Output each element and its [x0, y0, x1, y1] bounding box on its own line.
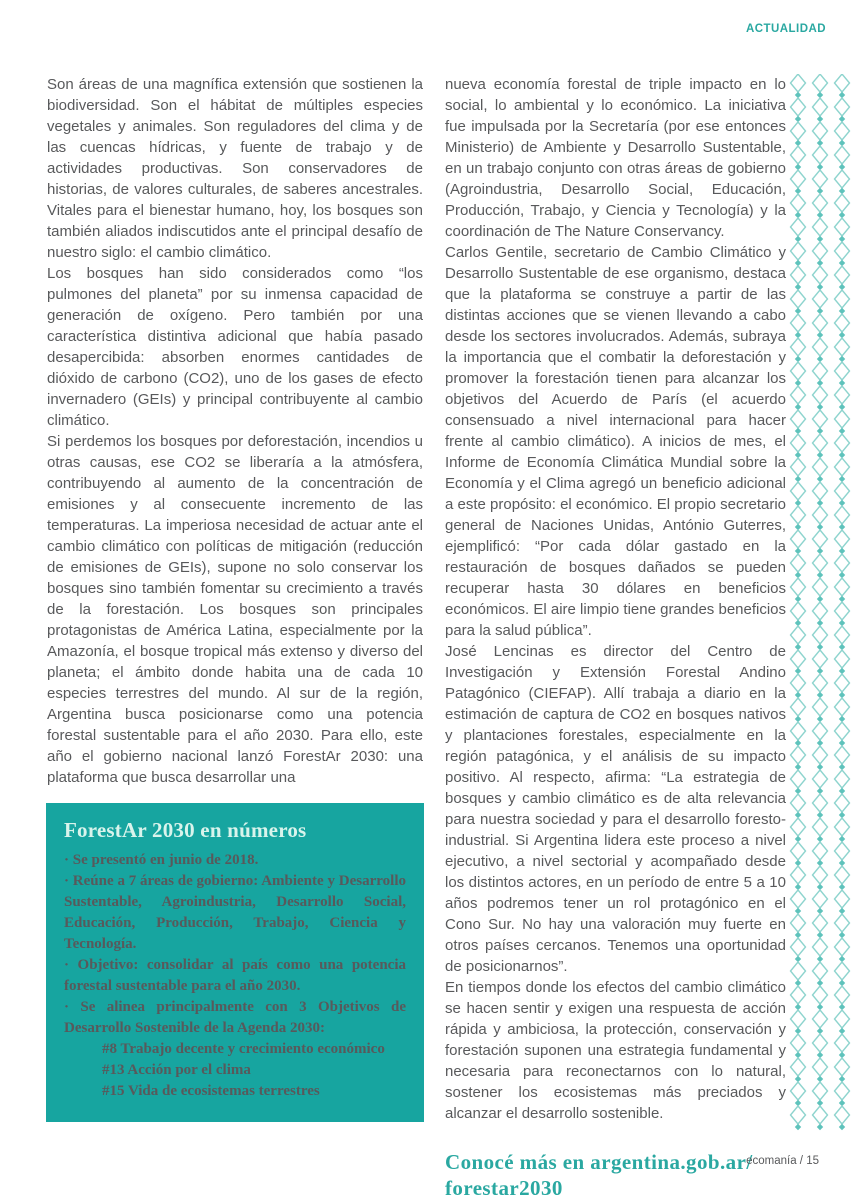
infobox-item: · Objetivo: consolidar al país como una potencia forestal sustentable para el año 2030. — [64, 957, 406, 994]
infobox-item: · Se alinea principalmente con 3 Objetivos de Desarrollo Sostenible de la Agenda 2030: — [64, 999, 406, 1036]
body-paragraph: Si perdemos los bosques por deforestación, incendios u otras causas, ese CO2 se liberaría a la atmósfera, contribuyendo al aumento de la concentración de emisiones y al consecuente incremento de las temperaturas. La imperiosa necesidad de actuar ante el cambio climático con políticas de mitigación (reducción de emisiones de GEIs), supone no solo conservar los bosques sino también fomentar su crecimiento a través de la forestación. Los bosques son principales protagonistas de América Latina, especialmente por la Amazonía, el bosque tropical más extenso y diverso del planeta; el ámbito donde habita una de cada 10 especies terrestres del mundo. Al sur de la región, Argentina busca posicionarse como una potencia forestal sustentable para el año 2030. Para ello, este año el gobierno nacional lanzó ForestAr 2030: una plataforma que busca desarrollar una — [47, 433, 423, 786]
infobox-item: · Se presentó en junio de 2018. — [64, 852, 259, 868]
page-footer: ecomanía / 15 — [746, 1155, 819, 1167]
diamond-chain-pattern-icon — [787, 74, 852, 1134]
infobox-item: · Reúne a 7 áreas de gobierno: Ambiente y Desarrollo Sustentable, Agroindustria, Desarrollo Social, Educación, Producción, Trabajo, Ciencia y Tecnología. — [64, 873, 406, 952]
forestar-url-line1: Conocé más en argentina.gob.ar/ — [445, 1150, 753, 1174]
infobox-subitem: #13 Acción por el clima — [102, 1062, 251, 1078]
forestar-url-line2: forestar2030 — [445, 1176, 563, 1200]
infobox-title: ForestAr 2030 en números — [64, 818, 307, 842]
left-column — [47, 74, 423, 1200]
article-columns — [47, 74, 786, 1200]
section-kicker: ACTUALIDAD — [746, 23, 826, 35]
body-paragraph: Los bosques han sido considerados como “los pulmones del planeta” por su inmensa capacidad de generación de oxígeno. Pero también por una característica distintiva adicional que había pasado desapercibida: absorben enormes cantidades de dióxido de carbono (CO2), uno de los gases de efecto invernadero (GEIs) y principal contribuyente al cambio climático. — [47, 265, 423, 429]
infobox-subitem: #15 Vida de ecosistemas terrestres — [102, 1083, 320, 1099]
body-paragraph: En tiempos donde los efectos del cambio climático se hacen sentir y exigen una respuesta de acción rápida y ambiciosa, la protección, conservación y forestación suponen una estrategia fundamental y necesaria para reconectarnos con lo natural, sostener los ecosistemas más preciados y alcanzar el desarrollo sostenible. — [445, 979, 786, 1122]
body-paragraph: José Lencinas es director del Centro de Investigación y Extensión Forestal Andino Patagónico (CIEFAP). Allí trabaja a diario en la estimación de captura de CO2 en bosques nativos y plantaciones forestales, especialmente en la región patagónica, y el análisis de su impacto positivo. Al respecto, afirma: “La estrategia de bosques y cambio climático es de alta relevancia para nuestra sociedad y para el desarrollo foresto-industrial. Si Argentina lidera este proceso a nivel ejecutivo, a nivel sectorial y acompañado desde los distintos actores, en un período de entre 5 a 10 años podremos tener un rol protagónico en el Cono Sur. No hay una valoración muy fuerte en otros países cercanos. Tenemos una oportunidad de posicionarnos”. — [445, 643, 786, 975]
forestar-url-link[interactable] — [445, 1149, 786, 1200]
body-paragraph: nueva economía forestal de triple impacto en lo social, lo ambiental y lo económico. La iniciativa fue impulsada por la Secretaría (por ese entonces Ministerio) de Ambiente y Desarrollo Sustentable, en un trabajo conjunto con otras áreas de gobierno (Agroindustria, Desarrollo Social, Educación, Producción, Trabajo, y Ciencia y Tecnología) y la coordinación de The Nature Conservancy. — [445, 76, 786, 240]
infobox-subitem: #8 Trabajo decente y crecimiento económico — [102, 1041, 385, 1057]
body-paragraph: Son áreas de una magnífica extensión que sostienen la biodiversidad. Son el hábitat de múltiples especies vegetales y animales. Son reguladores del clima y de las cuencas hídricas, y fuente de trabajo y de actividades productivas. Son conservadores de historias, de valores culturales, de saberes ancestrales. Vitales para el bienestar humano, hoy, los bosques son también aliados indiscutidos ante el principal desafío de nuestro siglo: el cambio climático. — [47, 76, 423, 261]
body-paragraph: Carlos Gentile, secretario de Cambio Climático y Desarrollo Sustentable de ese organismo, destaca que la plataforma se construye a partir de las distintas acciones que se vienen llevando a cabo desde los sectores involucrados. Además, subraya la importancia que el combatir la deforestación y promover la forestación tienen para alcanzar los objetivos del Acuerdo de París (el acuerdo consensuado a nivel internacional para hacer frente al cambio climático). A inicios de mes, el Informe de Economía Climática Mundial sobre la Economía y el Clima agregó un beneficio adicional a este propósito: el económico. El propio secretario general de Naciones Unidas, António Guterres, ejemplificó: “Por cada dólar gastado en la restauración de bosques dañados se pueden recuperar hasta 30 dólares en beneficios económicos. El aire limpio tiene grandes beneficios para la salud pública”. — [445, 244, 787, 639]
forestar-infobox — [46, 803, 424, 1122]
right-column — [445, 74, 786, 1200]
